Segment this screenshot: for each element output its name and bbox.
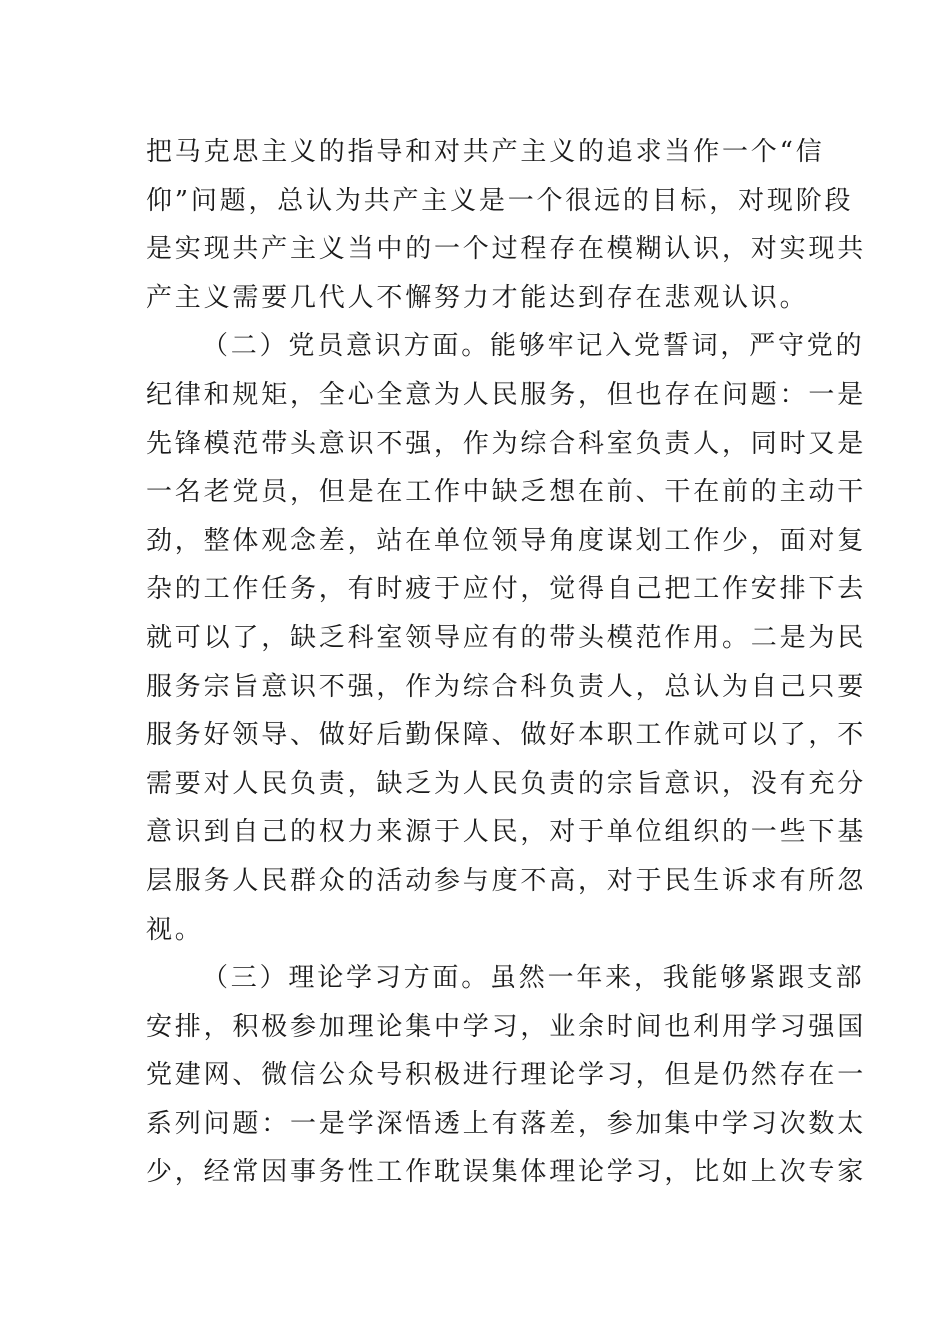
text-line: 视。 — [146, 914, 204, 945]
text-line: 杂的工作任务，有时疲于应付，觉得自己把工作安排下去 — [146, 574, 867, 605]
text-line: 产主义需要几代人不懈努力才能达到存在悲观认识。 — [146, 282, 809, 313]
text-line: 就可以了，缺乏科室领导应有的带头模范作用。二是为民 — [146, 622, 867, 653]
text-line: 意识到自己的权力来源于人民，对于单位组织的一些下基 — [146, 817, 867, 848]
text-line: 是实现共产主义当中的一个过程存在模糊认识，对实现共 — [146, 234, 867, 265]
text-line: 服务好领导、做好后勤保障、做好本职工作就可以了，不 — [146, 720, 867, 751]
text-line: 系列问题：一是学深悟透上有落差，参加集中学习次数太 — [146, 1108, 867, 1139]
text-line: 服务宗旨意识不强，作为综合科负责人，总认为自己只要 — [146, 671, 867, 702]
text-line: 层服务人民群众的活动参与度不高，对于民生诉求有所忽 — [146, 865, 867, 896]
text-line: 把马克思主义的指导和对共产主义的追求当作一个“信 — [146, 137, 825, 167]
text-line: 一名老党员，但是在工作中缺乏想在前、干在前的主动干 — [146, 477, 867, 508]
text-line: 安排，积极参加理论集中学习，业余时间也利用学习强国 — [146, 1011, 867, 1042]
text-line: 先锋模范带头意识不强，作为综合科室负责人，同时又是 — [146, 428, 867, 459]
document-body — [146, 128, 867, 1197]
text-line: 仰”问题，总认为共产主义是一个很远的目标，对现阶段 — [146, 185, 854, 216]
text-line: 劲，整体观念差，站在单位领导角度谋划工作少，面对复 — [146, 525, 867, 556]
text-line: 需要对人民负责，缺乏为人民负责的宗旨意识，没有充分 — [146, 768, 867, 799]
paragraph-start-line: （二）党员意识方面。能够牢记入党誓词，严守党的 — [202, 331, 865, 362]
paragraph-start-line: （三）理论学习方面。虽然一年来，我能够紧跟支部 — [202, 963, 865, 994]
text-line: 少，经常因事务性工作耽误集体理论学习，比如上次专家 — [146, 1157, 867, 1188]
text-line: 党建网、微信公众号积极进行理论学习，但是仍然存在一 — [146, 1060, 867, 1091]
text-line: 纪律和规矩，全心全意为人民服务，但也存在问题：一是 — [146, 379, 867, 410]
